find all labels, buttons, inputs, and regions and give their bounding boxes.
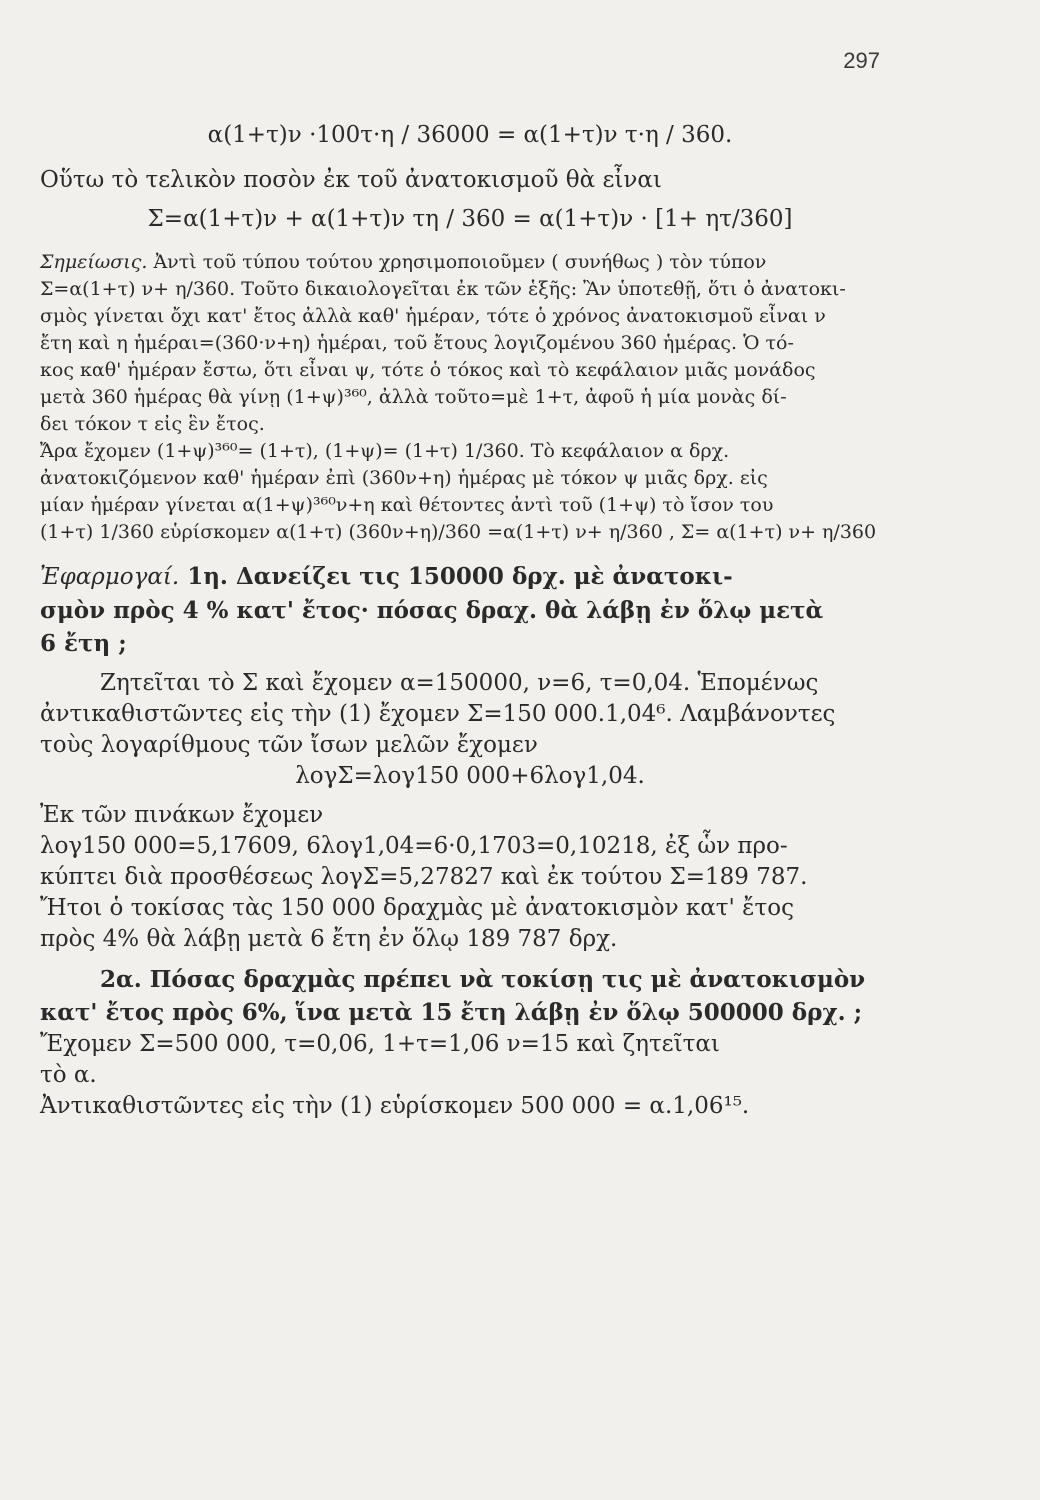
exercise-1-result-line: πρὸς 4% θὰ λάβῃ μετὰ 6 ἔτη ἐν ὅλῳ 189 787 δρχ. xyxy=(40,926,618,952)
page-number: 297 xyxy=(843,48,880,73)
main-formula: Σ=α(1+τ)ν + α(1+τ)ν τη / 360 = α(1+τ)ν · [1+ ητ/360] xyxy=(147,206,793,232)
exercise-1-body-line: Ζητεῖται τὸ Σ καὶ ἔχομεν α=150000, ν=6, τ=0,04. Ἑπομένως xyxy=(100,670,819,696)
note-text: Ἀντὶ τοῦ τύπου τούτου χρησιμοποιοῦμεν ( συνήθως ) τὸν τύπον xyxy=(153,251,767,273)
log-formula: λογΣ=λογ150 000+6λογ1,04. xyxy=(295,763,645,789)
exercise-1-result-line: Ἤτοι ὁ τοκίσας τὰς 150 000 δραχμὰς μὲ ἀνατοκισμὸν κατ' ἔτος xyxy=(40,895,794,921)
exercise-1-result-line: λογ150 000=5,17609, 6λογ1,04=6·0,1703=0,10218, ἐξ ὧν προ- xyxy=(40,833,788,859)
exercise-1-body-line: τοὺς λογαρίθμους τῶν ἴσων μελῶν ἔχομεν xyxy=(40,732,538,758)
note-line: (1+τ) 1/360 εὑρίσκομεν α(1+τ) (360ν+η)/360 =α(1+τ) ν+ η/360 , Σ= α(1+τ) ν+ η/360 xyxy=(40,521,877,543)
exercise-1-title-text: 1η. Δανείζει τις 150000 δρχ. μὲ ἀνατοκι- xyxy=(187,563,733,590)
exercise-1-result-line: κύπτει διὰ προσθέσεως λογΣ=5,27827 καὶ ἐκ τούτου Σ=189 787. xyxy=(40,864,808,890)
note-line: Σ=α(1+τ) ν+ η/360. Τοῦτο δικαιολογεῖται ἐκ τῶν ἑξῆς: Ἂν ὑποτεθῇ, ὅτι ὁ ἀνατοκι- xyxy=(40,278,846,300)
exercise-1-body-line: ἀντικαθιστῶντες εἰς τὴν (1) ἔχομεν Σ=150 000.1,04⁶. Λαμβάνοντες xyxy=(40,701,836,727)
exercise-1-result-line: Ἐκ τῶν πινάκων ἔχομεν xyxy=(40,802,324,828)
note-line: σμὸς γίνεται ὄχι κατ' ἔτος ἀλλὰ καθ' ἡμέραν, τότε ὁ χρόνος ἀνατοκισμοῦ εἶναι ν xyxy=(40,305,826,327)
note-line: μίαν ἡμέραν γίνεται α(1+ψ)³⁶⁰ν+η καὶ θέτοντες ἀντὶ τοῦ (1+ψ) τὸ ἴσον του xyxy=(40,494,774,516)
note-line: κος καθ' ἡμέραν ἔστω, ὅτι εἶναι ψ, τότε ὁ τόκος καὶ τὸ κεφάλαιον μιᾶς μονάδος xyxy=(40,359,816,381)
note-block xyxy=(40,249,900,546)
note-line xyxy=(40,249,900,276)
note-line: ἀνατοκιζόμενον καθ' ἡμέραν ἐπὶ (360ν+η) ἡμέρας μὲ τόκον ψ μιᾶς δρχ. εἰς xyxy=(40,467,768,489)
page-content xyxy=(40,120,900,1122)
note-line: δει τόκον τ εἰς ἓν ἔτος. xyxy=(40,413,265,435)
exercise-2 xyxy=(40,963,900,1122)
note-line: Ἄρα ἔχομεν (1+ψ)³⁶⁰= (1+τ), (1+ψ)= (1+τ) 1/360. Τὸ κεφάλαιον α δρχ. xyxy=(40,440,730,462)
top-formula: α(1+τ)ν ·100τ·η / 36000 = α(1+τ)ν τ·η / 360. xyxy=(207,122,733,148)
exercise-2-body-line: Ἔχομεν Σ=500 000, τ=0,06, 1+τ=1,06 ν=15 καὶ ζητεῖται xyxy=(40,1031,720,1057)
note-line: ἔτη καὶ η ἡμέραι=(360·ν+η) ἡμέραι, τοῦ ἔτους λογιζομένου 360 ἡμέρας. Ὁ τό- xyxy=(40,332,794,354)
exercise-2-title-line: κατ' ἔτος πρὸς 6%, ἵνα μετὰ 15 ἔτη λάβῃ ἐν ὅλῳ 500000 δρχ. ; xyxy=(40,999,863,1026)
intro-line: Οὕτω τὸ τελικὸν ποσὸν ἐκ τοῦ ἀνατοκισμοῦ θὰ εἶναι xyxy=(40,167,662,193)
exercise-1 xyxy=(40,560,900,955)
exercise-1-title-line: σμὸν πρὸς 4 % κατ' ἔτος· πόσας δραχ. θὰ λάβῃ ἐν ὅλῳ μετὰ xyxy=(40,597,824,624)
exercise-2-body-line: Ἀντικαθιστῶντες εἰς τὴν (1) εὑρίσκομεν 500 000 = α.1,06¹⁵. xyxy=(40,1093,750,1119)
exercise-2-body-line: τὸ α. xyxy=(40,1062,97,1088)
note-label: Σημείωσις. xyxy=(40,251,148,273)
note-line: μετὰ 360 ἡμέρας θὰ γίνῃ (1+ψ)³⁶⁰, ἀλλὰ τοῦτο=μὲ 1+τ, ἀφοῦ ἡ μία μονὰς δί- xyxy=(40,386,787,408)
exercise-2-title-line: 2α. Πόσας δραχμὰς πρέπει νὰ τοκίσῃ τις μὲ ἀνατοκισμὸν xyxy=(100,966,866,993)
exercise-1-title-line: 6 ἔτη ; xyxy=(40,630,127,657)
exercise-section-label: Ἐφαρμογαί. xyxy=(40,564,180,590)
exercise-1-title xyxy=(40,560,900,594)
